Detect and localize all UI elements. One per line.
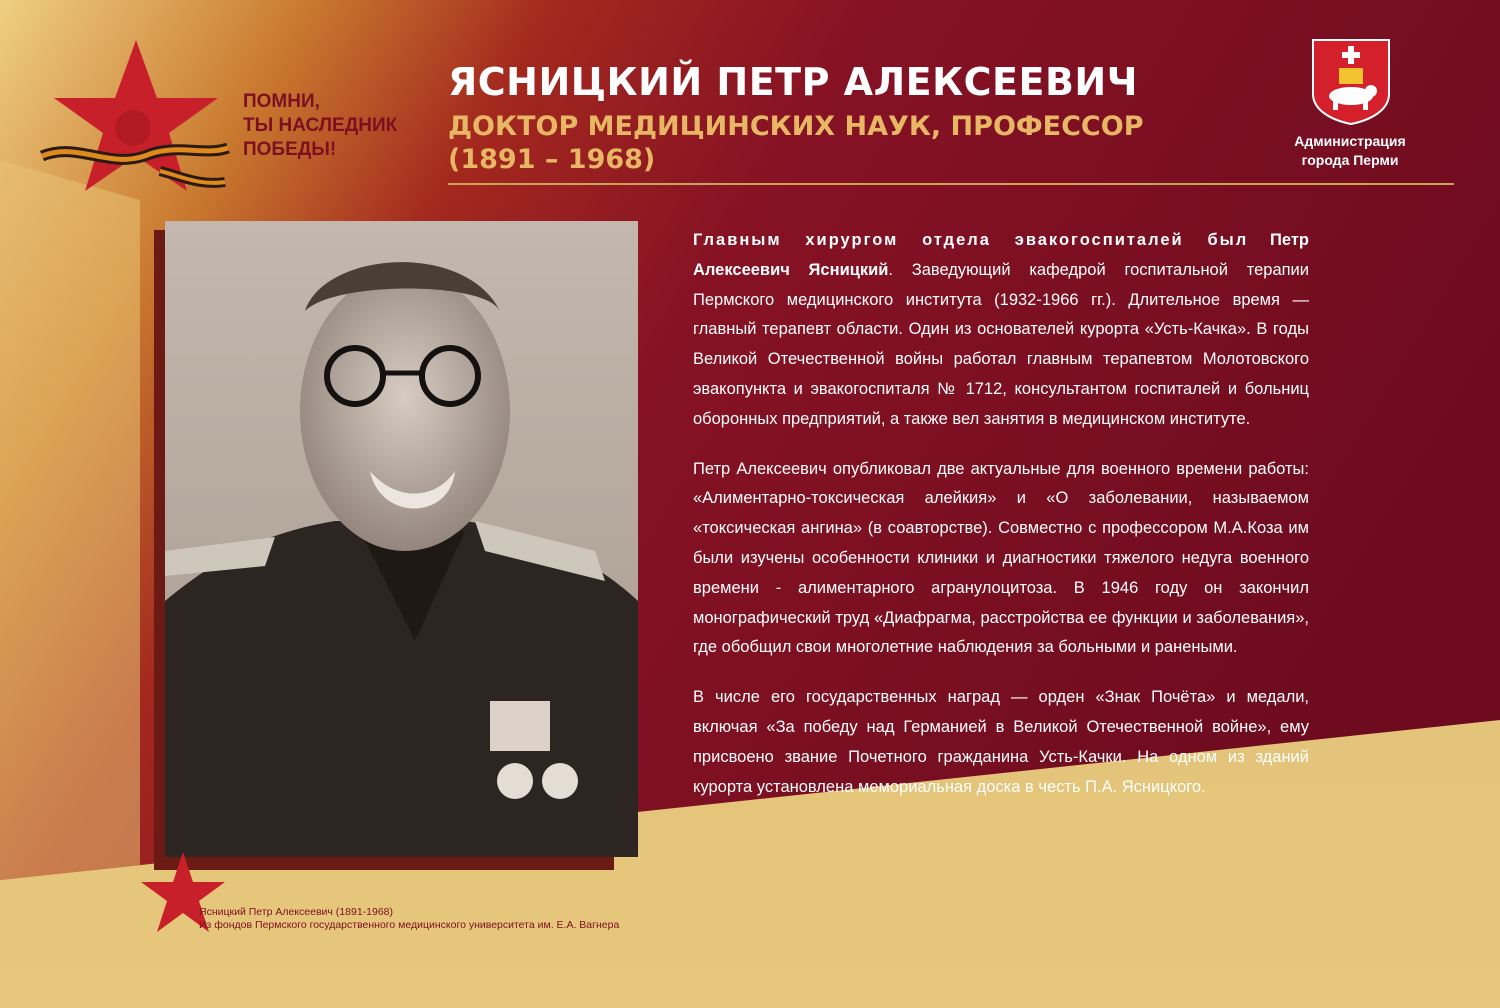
- motto-line: ПОБЕДЫ!: [243, 139, 337, 160]
- bio-lead: Главным хирургом отдела эвакогоспиталей был: [693, 231, 1249, 249]
- caption-line: Из фондов Пермского государственного медицинского университета им. Е.А. Вагнера: [199, 919, 620, 931]
- motto: [243, 90, 433, 162]
- motto-line: ТЫ НАСЛЕДНИК: [243, 115, 398, 136]
- header-divider: [448, 183, 1454, 185]
- bio-paragraph-1: [693, 226, 1309, 435]
- page-subtitle: ДОКТОР МЕДИЦИНСКИХ НАУК, ПРОФЕССОР: [448, 111, 1144, 142]
- bio-paragraph-2: Петр Алексеевич опубликовал две актуальные для военного времени работы: «Алиментарно-токсическая алейкия» и «О заболевании, называемом «токсическая ангина» (в соавторстве). Совместно с профессором М.А.Коза им были изучены особенности клиники и диагностики тяжелого недуга военного времени - алиментарного агранулоцитоза. В 1946 году он закончил монографический труд «Диафрагма, расстройства ее функции и заболевания», где обобщил свои многолетние наблюдения за больными и ранеными.: [693, 459, 1309, 657]
- portrait-photo: [165, 221, 638, 857]
- page-title: ЯСНИЦКИЙ ПЕТР АЛЕКСЕЕВИЧ: [448, 60, 1138, 104]
- biography: [693, 226, 1309, 822]
- bio-text: . Заведующий кафедрой госпитальной терапии Пермского медицинского института (1932-1966 гг.). Длительное время — главный терапевт области. Один из основателей курорта «Усть-Качка». В годы Великой Отечественной войны работал главным терапевтом Молотовского эвакопункта и эвакогоспиталя № 1712, консультантом госпиталей и больниц оборонных предприятий, а также вел занятия в медицинском институте.: [693, 260, 1309, 428]
- admin-line: города Перми: [1301, 152, 1399, 168]
- admin-line: Администрация: [1294, 133, 1406, 149]
- perm-coat-of-arms-icon: [1311, 38, 1391, 126]
- bio-paragraph-3: В числе его государственных наград — орден «Знак Почёта» и медали, включая «За победу над Германией в Великой Отечественной войне», ему присвоено звание Почетного гражданина Усть-Качки. На одном из зданий курорта установлена мемориальная доска в честь П.А. Ясницкого.: [693, 688, 1309, 796]
- life-years: (1891 – 1968): [448, 144, 656, 175]
- motto-line: ПОМНИ,: [243, 91, 320, 112]
- red-star-ribbon-icon: [40, 36, 230, 196]
- caption-line: Ясницкий Петр Алексеевич (1891-1968): [199, 906, 394, 918]
- bio-name: Петр Алексеевич Ясницкий: [693, 231, 1309, 279]
- photo-caption: [199, 906, 659, 932]
- admin-label: [1270, 132, 1430, 170]
